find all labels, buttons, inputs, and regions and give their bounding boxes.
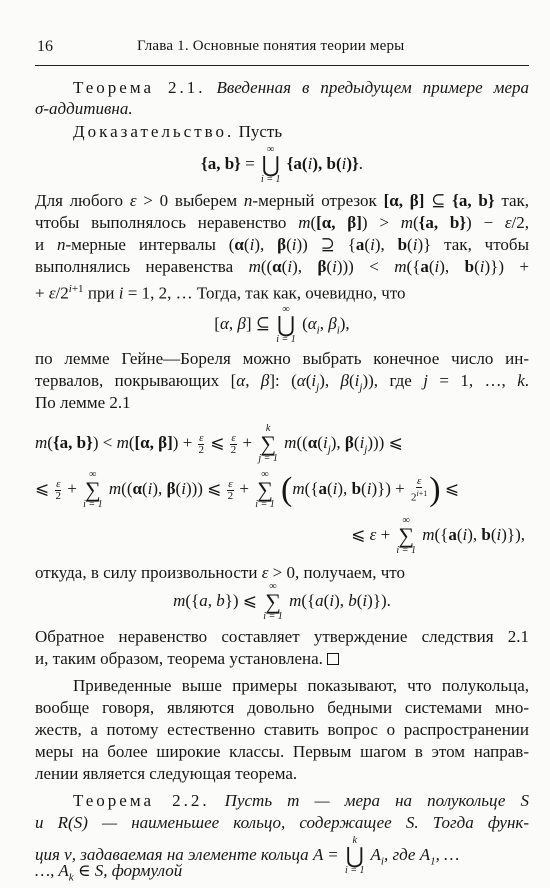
paragraph-2-line-1: по лемме Гейне—Бореля можно выбрать конечное число ин-	[35, 349, 529, 368]
proof-intro-line	[73, 121, 529, 143]
paragraph-5-line-2: вообще говоря, являются довольно бедными системами мно-	[35, 698, 529, 717]
paragraph-2-line-2: тервалов, покрывающих [α, β]: ($\alpha(i_j)$, $\beta(i_j)$), где j = 1, …, k.	[35, 371, 529, 394]
equation-2: [α, β] ⊆ ∞ ⋃ i = 1 ($\alpha_i$, $\beta_i$),	[214, 304, 350, 345]
theorem-2-2-line-1: Теорема 2.2. Пусть m — мера на полукольце S	[73, 791, 530, 810]
paragraph-2-line-3: По лемме 2.1	[35, 393, 131, 412]
paragraph-4-line-1: Обратное неравенство составляет утверждение следствия 2.1	[35, 627, 529, 646]
theorem-2-1-label: Теорема 2.1.	[73, 78, 206, 97]
inequality-chain-line-3: ⩽ ε + ∞ ∑ i = 1 m({a(i), b(i)}),	[351, 515, 525, 556]
inequality-chain-line-2: ⩽ $\frac{\varepsilon}{2}$ + ∞ ∑ i = 1 m((α(i), β(i))) ⩽ $\frac{\varepsilon}{2}$ + ∞ ∑ i = 1 (m({a(i), b(i)}) + $\frac{\varepsilon}{2^{i+1}}$ ) ⩽	[35, 469, 460, 510]
theorem-2-1-statement: Введенная в предыдущем примере мера	[216, 78, 530, 97]
paragraph-1-line-1: Для любого ε > 0 выберем n-мерный отрезок [α, β] ⊆ {a, b} так,	[35, 191, 530, 210]
paragraph-5-line-3: жеств, а потому естественно ставить вопрос о распространении	[35, 720, 529, 739]
page-number: 16	[37, 38, 53, 55]
paragraph-5-line-5: лении является следующая теорема.	[35, 764, 298, 783]
theorem-2-2-label: Теорема 2.2.	[73, 791, 210, 810]
paragraph-1-line-2: чтобы выполнялось неравенство m([α, β]) > m({a, b}) − ε/2,	[35, 213, 529, 232]
qed-symbol	[327, 653, 339, 665]
proof-label: Доказательство.	[73, 122, 235, 141]
paragraph-1-line-4: выполнялись неравенства m((α(i), β(i))) < m({a(i), b(i)}) +	[35, 257, 530, 276]
header-rule	[35, 65, 529, 66]
theorem-2-2-line-4: …, $A_k$ ∈ S, формулой	[35, 861, 183, 884]
theorem-2-2-line-3: ция ν, задаваемая на элементе кольца A = k ⋃ i = 1 $A_i$, где $A_1$, …	[35, 835, 460, 876]
paragraph-5-line-4: меры на более широкие классы. Первым шагом в этом направ-	[35, 742, 529, 761]
inequality-chain-line-1: m({a, b}) < m([α, β]) + $\frac{\varepsilon}{2}$ ⩽ $\frac{\varepsilon}{2}$ + k ∑ j = 1 $m((\alpha(i_j)$, $\beta(i_j)$)) ⩽	[35, 423, 403, 464]
running-title: Глава 1. Основные понятия теории меры	[137, 38, 405, 54]
equation-3: m({a, b}) ⩽ ∞ ∑ i = 1 m({a(i), b(i)}).	[173, 581, 391, 622]
paragraph-1-line-3: и n-мерные интервалы (α(i), β(i)) ⊇ {a(i), b(i)} так, чтобы	[35, 235, 529, 254]
proof-intro: Пусть	[238, 122, 283, 141]
paragraph-1-line-5: + $\varepsilon/2^{i+1}$ при i = 1, 2, … Тогда, так как, очевидно, что	[35, 283, 406, 303]
paragraph-4-line-2: и, таким образом, теорема установлена.	[35, 648, 529, 670]
theorem-2-1-line-1	[73, 77, 529, 99]
theorem-2-1-line-2: σ-аддитивна.	[35, 99, 133, 118]
page-header	[37, 38, 527, 62]
paragraph-3: откуда, в силу произвольности ε > 0, получаем, что	[35, 563, 405, 582]
paragraph-5-line-1: Приведенные выше примеры показывают, что полукольца,	[73, 676, 529, 695]
theorem-2-2-line-2: и R(S) — наименьшее кольцо, содержащее S. Тогда функ-	[35, 813, 530, 832]
equation-1: {a, b} = ∞ ⋃ i = 1 {a(i), b(i)}.	[201, 144, 363, 185]
